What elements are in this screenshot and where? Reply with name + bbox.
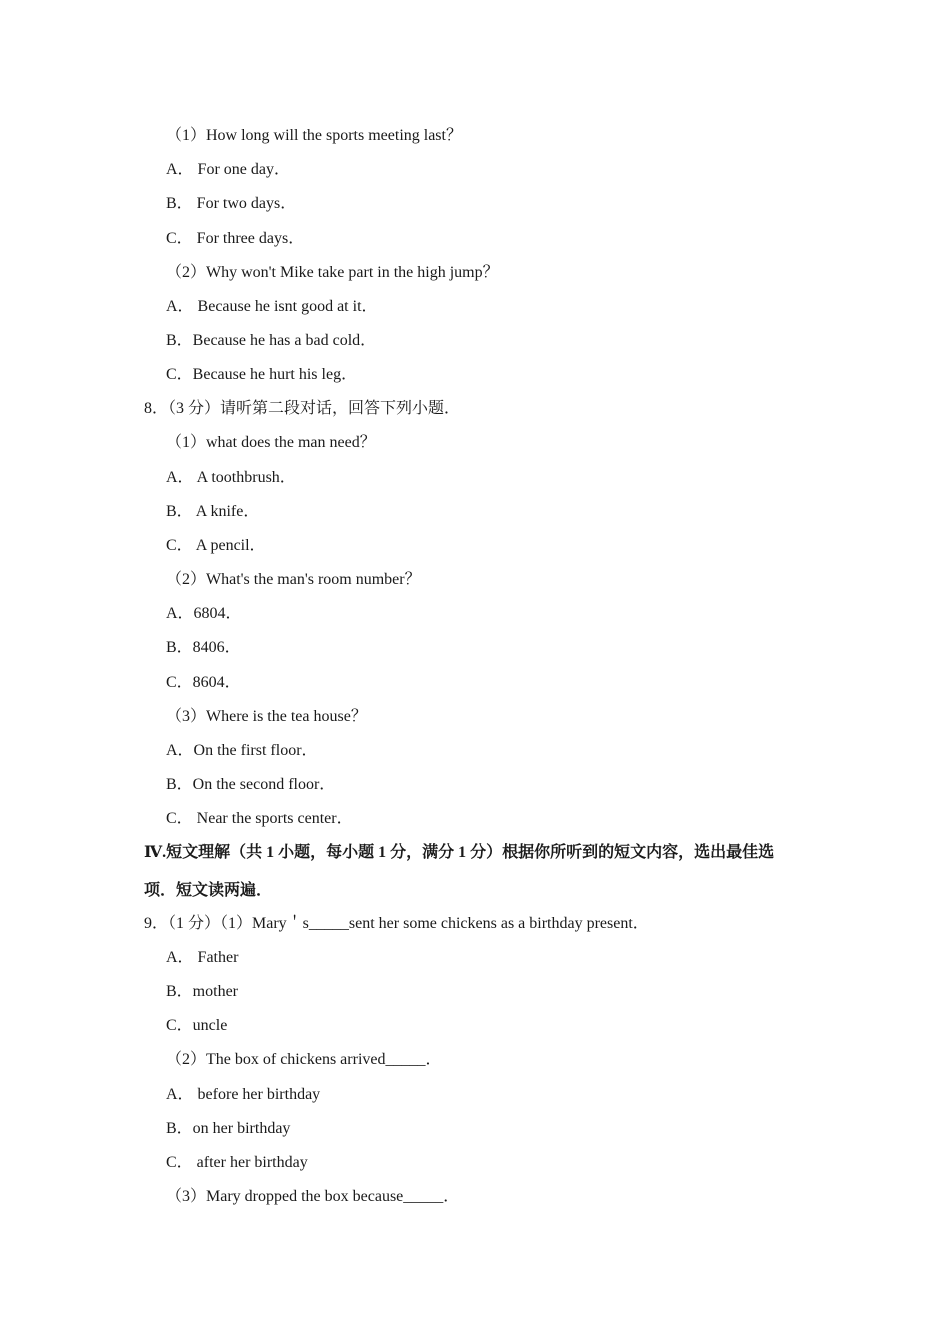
option-c: C．8604． [166,674,241,691]
question-7-1-text: （1）How long will the sports meeting last？ [166,127,462,144]
question-9-2-text: （2）The box of chickens arrived_____． [166,1051,442,1068]
option-b: B．on her birthday [166,1120,291,1137]
section-iv-heading: Ⅳ.短文理解（共 1 小题，每小题 1 分，满分 1 分）根据你所听到的短文内容，选出最佳选 [144,844,775,861]
option-c: C． A pencil． [166,537,266,554]
option-c: C．uncle [166,1017,228,1034]
option-a: A． Because he isnt good at it． [166,298,378,315]
question-9-3-text: （3）Mary dropped the box because_____． [166,1188,460,1205]
question-8-2-text: （2）What's the man's room number？ [166,571,421,588]
option-b: B．Because he has a bad cold． [166,332,377,349]
option-b: B．8406． [166,639,241,656]
option-b: B．mother [166,983,238,1000]
option-b: B． A knife． [166,503,260,520]
option-a: A．On the first floor． [166,742,318,759]
question-8-3-text: （3）Where is the tea house？ [166,708,367,725]
option-a: A． A toothbrush． [166,469,296,486]
question-8-1-text: （1）what does the man need？ [166,434,376,451]
option-c: C． Near the sports center． [166,810,353,827]
section-iv-heading-cont: 项．短文读两遍． [144,882,273,899]
option-b: B．On the second floor． [166,776,336,793]
option-b: B． For two days． [166,195,297,212]
option-a: A． Father [166,949,239,966]
option-c: C． after her birthday [166,1154,308,1171]
option-a: A． For one day． [166,161,290,178]
question-9-header: 9．（1 分）（1）Mary＇s_____sent her some chickens as a birthday present． [144,915,649,932]
option-c: C．Because he hurt his leg． [166,366,358,383]
question-8-header: 8．（3 分）请听第二段对话，回答下列小题． [144,400,461,417]
option-a: A．6804． [166,605,242,622]
option-c: C． For three days． [166,230,305,247]
option-a: A． before her birthday [166,1086,321,1103]
question-7-2-text: （2）Why won't Mike take part in the high jump？ [166,264,499,281]
